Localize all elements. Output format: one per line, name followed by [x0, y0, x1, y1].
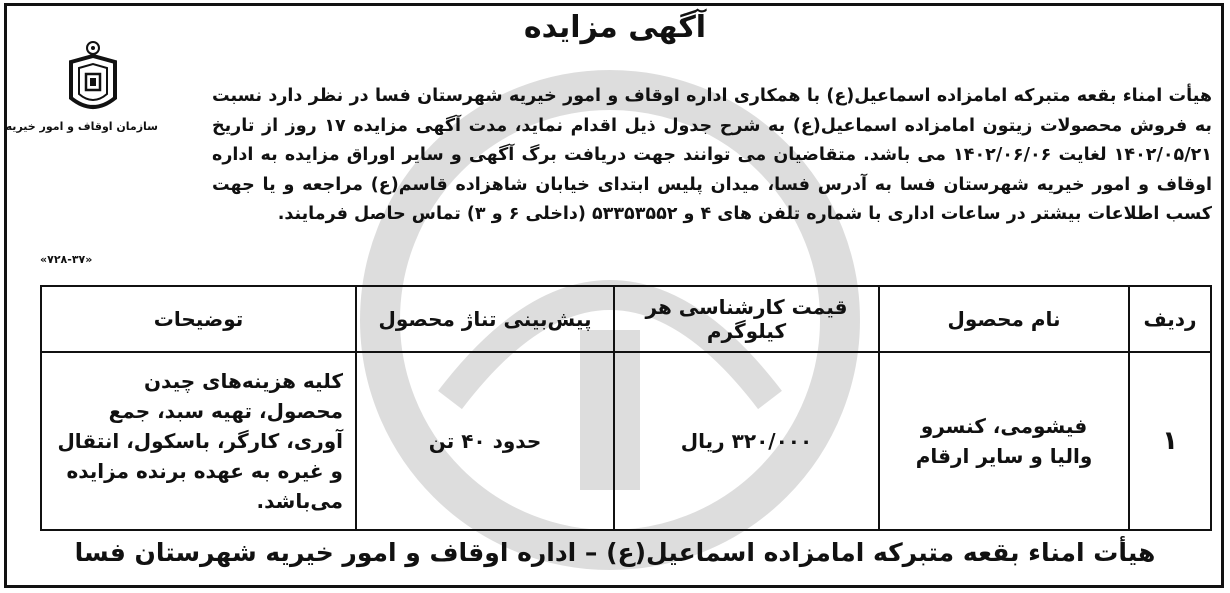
- notice-body: هیأت امناء بقعه متبرکه امامزاده اسماعیل(ع) با همکاری اداره اوقاف و امور خیریه شهرستان فسا در نظر دارد نسبت به فروش محصولات زیتون امامزاده اسماعیل(ع) به شرح جدول ذیل اقدام نماید، مدت آگهی مزایده ۱۷ روز از تاریخ ۱۴۰۲/۰۵/۲۱ لغایت ۱۴۰۲/۰۶/۰۶ می باشد. متقاضیان می توانند جهت دریافت برگ آگهی و سایر اوراق مزایده به اداره اوقاف و امور خیریه شهرستان فسا به آدرس فسا، میدان پلیس ابتدای خیابان شاهزاده قاسم(ع) مراجعه و یا جهت کسب اطلاعات بیشتر در ساعات اداری با شماره تلفن های ۴ و ۵۳۳۵۳۵۵۲ (داخلی ۶ و ۳) تماس حاصل فرمایند.: [212, 86, 1212, 224]
- header-row-number: ردیف: [1129, 286, 1211, 352]
- header-tonnage: پیش‌بینی تناژ محصول: [356, 286, 614, 352]
- cell-product-name: فیشومی، کنسرو والیا و سایر ارقام: [879, 352, 1129, 530]
- table-row: [41, 352, 1211, 530]
- cell-row-number: ۱: [1129, 352, 1211, 530]
- notice-footer: هیأت امناء بقعه متبرکه امامزاده اسماعیل(ع) – اداره اوقاف و امور خیریه شهرستان فسا: [74, 538, 1156, 567]
- header-product-name: نام محصول: [879, 286, 1129, 352]
- cell-tonnage: حدود ۴۰ تن: [356, 352, 614, 530]
- organization-logo: [5, 40, 158, 145]
- cell-notes: کلیه هزینه‌های چیدن محصول، تهیه سبد، جمع آوری، کارگر، باسکول، انتقال و غیره به عهده برنده مزایده می‌باشد.: [41, 352, 356, 530]
- header-price-per-kg: قیمت کارشناسی هر کیلوگرم: [614, 286, 879, 352]
- auction-table: [40, 285, 1212, 531]
- cell-price: ۳۲۰/۰۰۰ ریال: [614, 352, 879, 530]
- table-header-row: [41, 286, 1211, 352]
- notice-title: آگهی مزایده: [523, 10, 707, 45]
- logo-caption: سازمان اوقاف و امور خیریه: [5, 120, 158, 133]
- awqaf-emblem-icon: [63, 40, 123, 118]
- header-notes: توضیحات: [41, 286, 356, 352]
- reference-code: «۷۲۸-۳۷»: [40, 253, 93, 266]
